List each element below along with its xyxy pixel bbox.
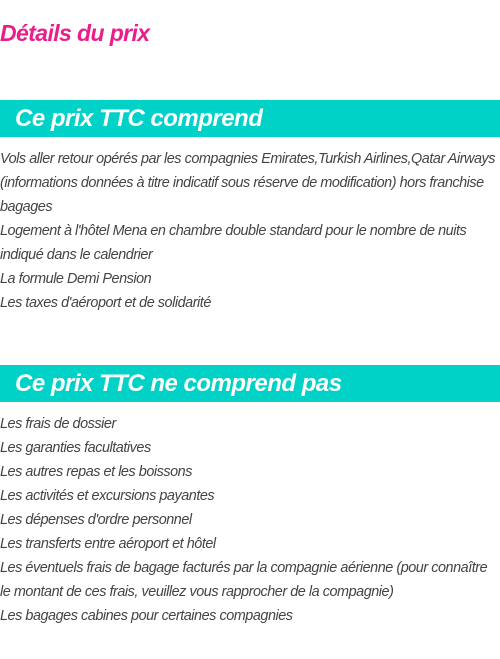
- list-item: Les garanties facultatives: [0, 440, 151, 456]
- list-item: Les taxes d'aéroport et de solidarité: [0, 295, 211, 311]
- list-item: Vols aller retour opérés par les compagnies Emirates,Turkish Airlines,Qatar Airways (informations données à titre indicatif sous réserve de modification) hors franchise bagages: [0, 151, 496, 215]
- list-item: Les activités et excursions payantes: [0, 488, 215, 504]
- list-item: Les bagages cabines pour certaines compagnies: [0, 608, 293, 624]
- excluded-section-heading: Ce prix TTC ne comprend pas: [0, 365, 500, 402]
- included-items-list: [0, 147, 500, 315]
- list-item: La formule Demi Pension: [0, 271, 152, 287]
- list-item: Les éventuels frais de bagage facturés par la compagnie aérienne (pour connaître le montant de ces frais, veuillez vous rapprocher de la compagnie): [0, 560, 488, 600]
- included-section-heading: Ce prix TTC comprend: [0, 100, 500, 137]
- list-item: Les frais de dossier: [0, 416, 116, 432]
- list-item: Les autres repas et les boissons: [0, 464, 192, 480]
- page-title: Détails du prix: [0, 20, 150, 46]
- list-item: Logement à l'hôtel Mena en chambre double standard pour le nombre de nuits indiqué dans le calendrier: [0, 223, 467, 263]
- list-item: Les transferts entre aéroport et hôtel: [0, 536, 216, 552]
- list-item: Les dépenses d'ordre personnel: [0, 512, 192, 528]
- excluded-items-list: [0, 412, 500, 628]
